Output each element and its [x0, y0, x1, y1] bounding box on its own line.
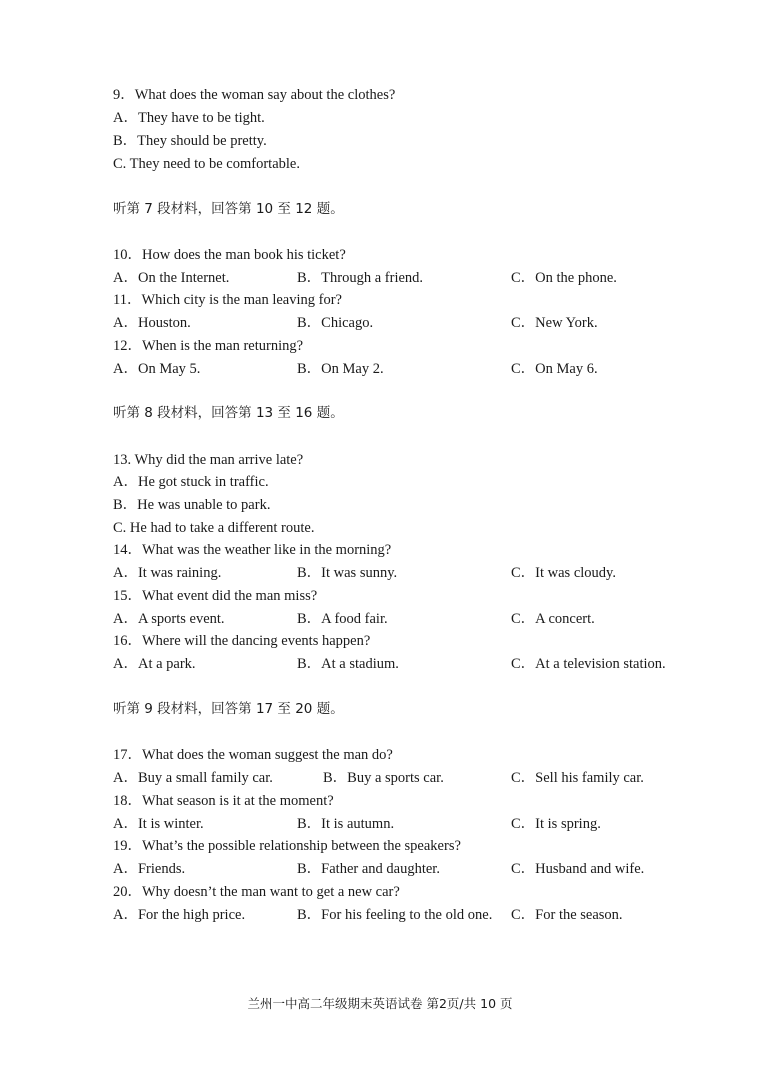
q12-option-b: B．On May 2.: [297, 361, 384, 377]
section-9-instruction: 听第 9 段材料，回答第 17 至 20 题。: [113, 701, 344, 717]
q20-option-b: B．For his feeling to the old one.: [297, 907, 493, 923]
question-15: 15．What event did the man miss?: [113, 588, 318, 604]
question-16: 16．Where will the dancing events happen?: [113, 633, 371, 649]
q19-option-c: C．Husband and wife.: [511, 861, 645, 877]
q14-option-c: C．It was cloudy.: [511, 565, 616, 581]
q10-option-c: C．On the phone.: [511, 270, 617, 286]
question-14: 14．What was the weather like in the morning?: [113, 542, 392, 558]
q18-option-c: C．It is spring.: [511, 816, 601, 832]
q17-option-a: A．Buy a small family car.: [113, 770, 273, 786]
q11-option-a: A．Houston.: [113, 315, 191, 331]
q13-option-b: B．He was unable to park.: [113, 497, 271, 513]
q17-option-b: B．Buy a sports car.: [323, 770, 444, 786]
q13-option-a: A．He got stuck in traffic.: [113, 474, 269, 490]
question-12: 12．When is the man returning?: [113, 338, 304, 354]
q16-option-b: B．At a stadium.: [297, 656, 399, 672]
page-footer: 兰州一中高二年级期末英语试卷 第2页/共 10 页: [247, 996, 513, 1011]
q18-option-a: A．It is winter.: [113, 816, 204, 832]
q14-option-a: A．It was raining.: [113, 565, 222, 581]
q15-option-c: C．A concert.: [511, 611, 595, 627]
question-17: 17．What does the woman suggest the man do?: [113, 747, 393, 763]
q10-option-b: B．Through a friend.: [297, 270, 424, 286]
q16-option-a: A．At a park.: [113, 656, 196, 672]
q10-option-a: A．On the Internet.: [113, 270, 230, 286]
q19-option-b: B．Father and daughter.: [297, 861, 440, 877]
q15-option-a: A．A sports event.: [113, 611, 225, 627]
q11-option-c: C．New York.: [511, 315, 598, 331]
q15-option-b: B．A food fair.: [297, 611, 388, 627]
q12-option-a: A．On May 5.: [113, 361, 201, 377]
q9-option-c: C. They need to be comfortable.: [113, 156, 300, 172]
section-7-instruction: 听第 7 段材料，回答第 10 至 12 题。: [113, 201, 344, 217]
q9-option-b: B．They should be pretty.: [113, 133, 267, 149]
question-11: 11．Which city is the man leaving for?: [113, 292, 342, 308]
question-9: 9．What does the woman say about the clothes?: [113, 87, 396, 103]
q9-option-a: A．They have to be tight.: [113, 110, 265, 126]
q14-option-b: B．It was sunny.: [297, 565, 398, 581]
q11-option-b: B．Chicago.: [297, 315, 374, 331]
q20-option-a: A．For the high price.: [113, 907, 246, 923]
q19-option-a: A．Friends.: [113, 861, 186, 877]
question-20: 20．Why doesn’t the man want to get a new car?: [113, 884, 400, 900]
section-8-instruction: 听第 8 段材料，回答第 13 至 16 题。: [113, 405, 344, 421]
q17-option-c: C．Sell his family car.: [511, 770, 644, 786]
question-19: 19．What’s the possible relationship between the speakers?: [113, 838, 461, 854]
q18-option-b: B．It is autumn.: [297, 816, 395, 832]
q13-option-c: C. He had to take a different route.: [113, 520, 315, 536]
q12-option-c: C．On May 6.: [511, 361, 598, 377]
question-13: 13. Why did the man arrive late?: [113, 452, 304, 468]
question-10: 10．How does the man book his ticket?: [113, 247, 346, 263]
q16-option-c: C．At a television station.: [511, 656, 666, 672]
question-18: 18．What season is it at the moment?: [113, 793, 334, 809]
q20-option-c: C．For the season.: [511, 907, 623, 923]
